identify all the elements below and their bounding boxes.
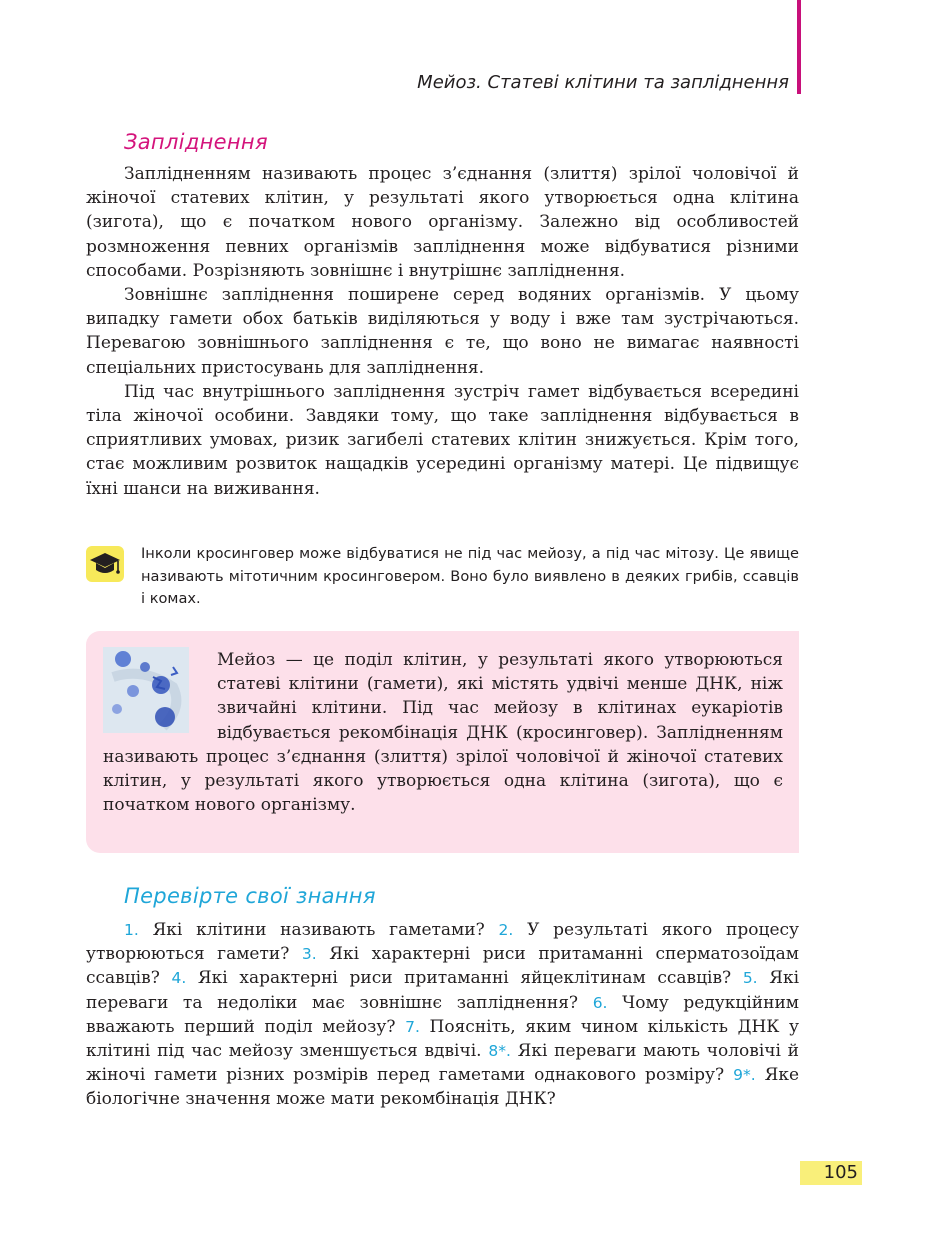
question-number: 2. [498,921,514,939]
page-number: 105 [800,1161,862,1185]
paragraph: Під час внутрішнього запліднення зустріч гамет відбувається всередині тіла жіночої особини. Завдяки тому, що таке запліднення відбувається в сприятливих умовах, ризик загибелі статевих клітин знижується. Крім того, стає можливим розвиток нащадків усередині організму матері. Це підвищує їхні шанси на виживання. [86,381,799,499]
question-text: Які клітини називають гаметами? [152,920,485,940]
section-title-check-knowledge: Перевірте свої знання [124,884,376,908]
question-number: 6. [592,993,608,1012]
running-header: Мейоз. Статеві клітини та запліднення [417,72,789,93]
paragraph: Зовнішнє запліднення поширене серед водяних організмів. У цьому випадку гамети обох батьків виділяються у воду і вже там зустрічаються. Перевагою зовнішнього запліднення є те, що воно не вимагає наявності спеціальних пристосувань для запліднення. [86,285,799,378]
note-text: Інколи кросинговер може відбуватися не під час мейозу, а під час мітозу. Це явище називають мітотичним кросинговером. Воно було виявлено в деяких грибів, ссавців і комах. [141,545,799,608]
question-text: Які переваги та недоліки має зовнішнє запліднення? [86,968,800,1013]
question-number: 8*. [488,1042,511,1061]
question-text: Поясніть, яким чином кількість ДНК у клітині під час мейозу зменшується вдвічі. [86,1016,800,1062]
question-number: 9*. [733,1066,756,1085]
question-number: 4. [171,969,187,988]
fertilization-text [86,162,799,501]
graduation-cap-icon [86,546,124,582]
question-text: У результаті якого процесу утворюються гамети? [86,920,800,965]
summary-text: Мейоз — це поділ клітин, у результаті якого утворюються статеві клітини (гамети), які містять удвічі менше ДНК, ніж звичайні клітини. Під час мейозу в клітинах еукаріотів відбувається рекомбінація ДНК (кросинговер). Заплідненням називають процес з’єднання (злиття) зрілої чоловічої й жіночої статевих клітин, у результаті якого утворюється одна клітина (зигота), що є початком нового організму. [103,650,783,816]
questions-list [86,918,799,1112]
photo-spacer [103,648,217,744]
question-text: Які переваги мають чоловічі й жіночі гамети різних розмірів перед гаметами однакового розміру? [86,1041,800,1086]
question-number: 3. [301,945,317,964]
question-text: Яке біологічне значення може мати рекомбінація ДНК? [86,1065,800,1110]
question-number: 1. [124,921,139,939]
header-accent-bar [797,0,801,94]
section-title-fertilization: Запліднення [124,130,268,154]
question-text: Чому редукційним вважають перший поділ мейозу? [86,992,800,1037]
question-text: Які характерні риси притаманні сперматозоїдам ссавців? [86,944,800,989]
question-text: Які характерні риси притаманні яйцеклітинам ссавців? [197,968,732,989]
summary-text-block [103,648,783,817]
paragraph: Заплідненням називають процес з’єднання (злиття) зрілої чоловічої й жіночої статевих клітин, у результаті якого утворюється одна клітина (зигота), що є початком нового організму. Залежно від особливостей розмноження певних організмів запліднення може відбуватися різними способами. Розрізняють зовнішнє і внутрішнє запліднення. [86,164,799,281]
question-number: 5. [742,969,758,988]
question-number: 7. [405,1017,420,1036]
